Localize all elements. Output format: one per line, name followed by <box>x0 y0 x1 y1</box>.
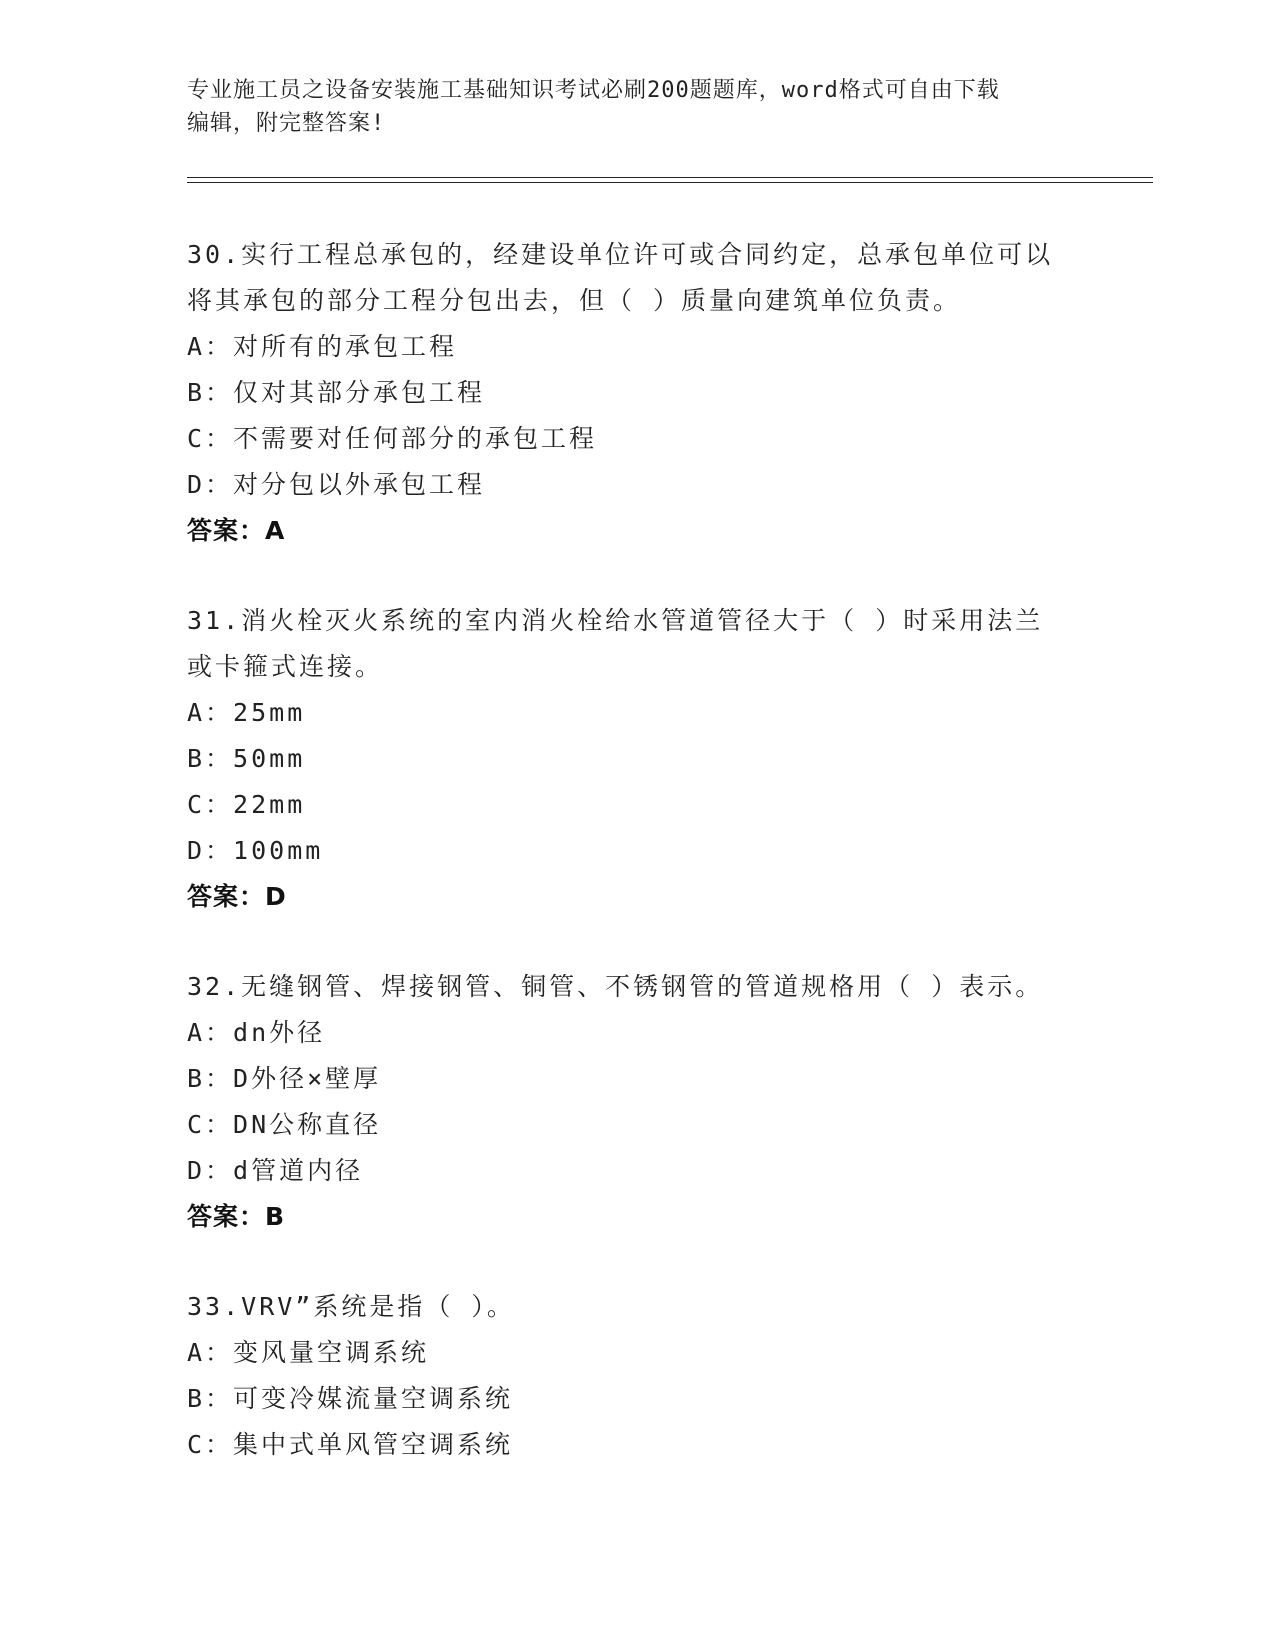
document-header <box>187 74 1067 140</box>
answer-label: 答案：A <box>187 516 286 545</box>
option-d: D：对分包以外承包工程 <box>187 470 486 499</box>
option-a: A：dn外径 <box>187 1018 326 1047</box>
question-stem: 32.无缝钢管、焊接钢管、铜管、不锈钢管的管道规格用（ ）表示。 <box>187 972 1044 1001</box>
question-30 <box>187 232 1087 554</box>
question-31 <box>187 598 1087 920</box>
option-b: B：仅对其部分承包工程 <box>187 378 486 407</box>
option-a: A：对所有的承包工程 <box>187 332 458 361</box>
header-title-line-2: 编辑，附完整答案! <box>187 111 386 136</box>
option-a: A：变风量空调系统 <box>187 1338 430 1367</box>
option-b: B：D外径×壁厚 <box>187 1064 382 1093</box>
question-stem: 33.VRV”系统是指（ ）。 <box>187 1292 515 1321</box>
header-divider-top <box>187 177 1153 178</box>
question-spacer <box>187 554 1087 598</box>
question-33 <box>187 1284 1087 1468</box>
question-stem-continued: 或卡箍式连接。 <box>187 652 384 681</box>
header-title-line-1: 专业施工员之设备安装施工基础知识考试必刷200题题库，word格式可自由下载 <box>187 78 1000 103</box>
answer-label: 答案：D <box>187 882 287 911</box>
question-spacer <box>187 1240 1087 1284</box>
question-spacer <box>187 920 1087 964</box>
option-d: D：100mm <box>187 836 324 865</box>
option-b: B：50mm <box>187 744 306 773</box>
question-stem-continued: 将其承包的部分工程分包出去，但（ ）质量向建筑单位负责。 <box>187 286 962 315</box>
question-stem: 31.消火栓灭火系统的室内消火栓给水管道管径大于（ ）时采用法兰 <box>187 606 1044 635</box>
header-divider-bottom <box>187 182 1153 183</box>
option-b: B：可变冷媒流量空调系统 <box>187 1384 514 1413</box>
question-stem: 30.实行工程总承包的，经建设单位许可或合同约定，总承包单位可以 <box>187 240 1054 269</box>
answer-label: 答案：B <box>187 1202 286 1231</box>
question-32 <box>187 964 1087 1240</box>
question-list <box>187 232 1087 1468</box>
option-c: C：DN公称直径 <box>187 1110 382 1139</box>
option-a: A：25mm <box>187 698 306 727</box>
option-c: C：不需要对任何部分的承包工程 <box>187 424 598 453</box>
option-d: D：d管道内径 <box>187 1156 364 1185</box>
option-c: C：22mm <box>187 790 306 819</box>
option-c: C：集中式单风管空调系统 <box>187 1430 514 1459</box>
